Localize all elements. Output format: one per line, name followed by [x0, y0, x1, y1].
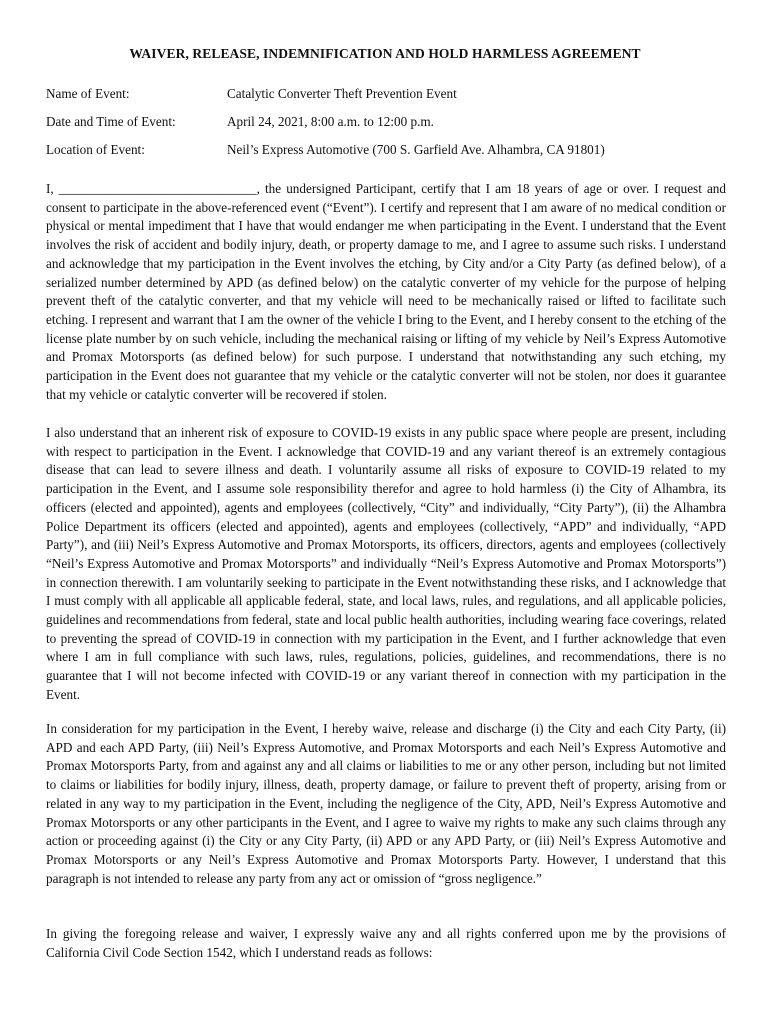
civil-code-paragraph: In giving the foregoing release and waiver, I expressly waive any and all rights conferred upon me by the provisions of California Civil Code Section 1542, which I understand reads as follows: — [46, 926, 726, 960]
event-location-value: Neil’s Express Automotive (700 S. Garfield Ave. Alhambra, CA 91801) — [227, 142, 605, 157]
covid-risk-paragraph: I also understand that an inherent risk of exposure to COVID-19 exists in any public space where people are present, including with respect to participation in the Event. I acknowledge that COVID-19 and any variant thereof is an extremely contagious disease that can lead to severe illness and death. I voluntarily assume all risks of exposure to COVID-19 related to my participation in the Event, and I assume sole responsibility therefor and agree to hold harmless (i) the City of Alhambra, its officers (elected and appointed), agents and employees (collectively, “City” and individually, “City Party”), (ii) the Alhambra Police Department its officers (elected and appointed), agents and employees (collectively, “APD” and individually, “APD Party”), and (iii) Neil’s Express Automotive and Promax Motorsports, its officers, directors, agents and employees (collectively “Neil’s Express Automotive and Promax Motorsports” and individually “Neil’s Express Automotive and Promax Motorsports”) in connection therewith. I am voluntarily seeking to participate in the Event notwithstanding these risks, and I acknowledge that I must comply with all applicable all applicable federal, state, and local laws, rules, and regulations, and all applicable policies, guidelines and recommendations from federal, state and local public health authorities, including wearing face coverings, related to preventing the spread of COVID-19 in connection with my participation in the Event, and I further acknowledge that even where I am in full compliance with such laws, rules, regulations, policies, guidelines, and recommendations, there is no guarantee that I will not become infected with COVID-19 or any variant thereof in connection with my participation in the Event. — [46, 425, 726, 702]
event-name-value: Catalytic Converter Theft Prevention Event — [227, 86, 457, 101]
event-date-value: April 24, 2021, 8:00 a.m. to 12:00 p.m. — [227, 114, 434, 129]
event-location-label: Location of Event: — [46, 142, 145, 157]
event-date-label: Date and Time of Event: — [46, 114, 176, 129]
participant-certification-paragraph: I, ______________________________, the undersigned Participant, certify that I am 18 years of age or over. I request and consent to participate in the above-referenced event (“Event”). I certify and represent that I am aware of no medical condition or physical or mental impediment that I have that would endanger me when participating in the Event. I understand that the Event involves the risk of accident and bodily injury, death, or property damage to me, and I agree to assume such risks. I understand and acknowledge that my participation in the Event involves the etching, by City and/or a City Party (as defined below), of a serialized number determined by APD (as defined below) on the catalytic converter of my vehicle for the purpose of helping prevent theft of the catalytic converter, and that my vehicle will need to be mechanically raised or lifted to facilitate such etching. I represent and warrant that I am the owner of the vehicle I bring to the Event, and I hereby consent to the etching of the license plate number by on such vehicle, including the mechanical raising or lifting of my vehicle by Neil’s Express Automotive and Promax Motorsports (as defined below) for such purpose. I understand that notwithstanding any such etching, my participation in the Event does not guarantee that my vehicle or the catalytic converter will not be stolen, nor does it guarantee that my vehicle or catalytic converter will be recovered if stolen. — [46, 181, 726, 402]
document-title: WAIVER, RELEASE, INDEMNIFICATION AND HOLD HARMLESS AGREEMENT — [129, 46, 641, 61]
release-waiver-paragraph: In consideration for my participation in the Event, I hereby waive, release and discharge (i) the City and each City Party, (ii) APD and each APD Party, (iii) Neil’s Express Automotive, and Promax Motorsports and each Neil’s Express Automotive and Promax Motorsports Party, from and against any and all claims or liabilities to me or any other person, including but not limited to claims or liabilities for bodily injury, illness, death, property damage, or failure to prevent theft of property, arising from or related in any way to my participation in the Event, including the negligence of the City, APD, Neil’s Express Automotive and Promax Motorsports or any other participants in the Event, and I agree to waive my rights to make any such claims through any action or proceeding against (i) the City or any City Party, (ii) APD or any APD Party, or (iii) Neil’s Express Automotive and Promax Motorsports or any Neil’s Express Automotive and Promax Motorsports Party. However, I understand that this paragraph is not intended to release any party from any act or omission of “gross negligence.” — [46, 721, 726, 886]
event-name-label: Name of Event: — [46, 86, 130, 101]
